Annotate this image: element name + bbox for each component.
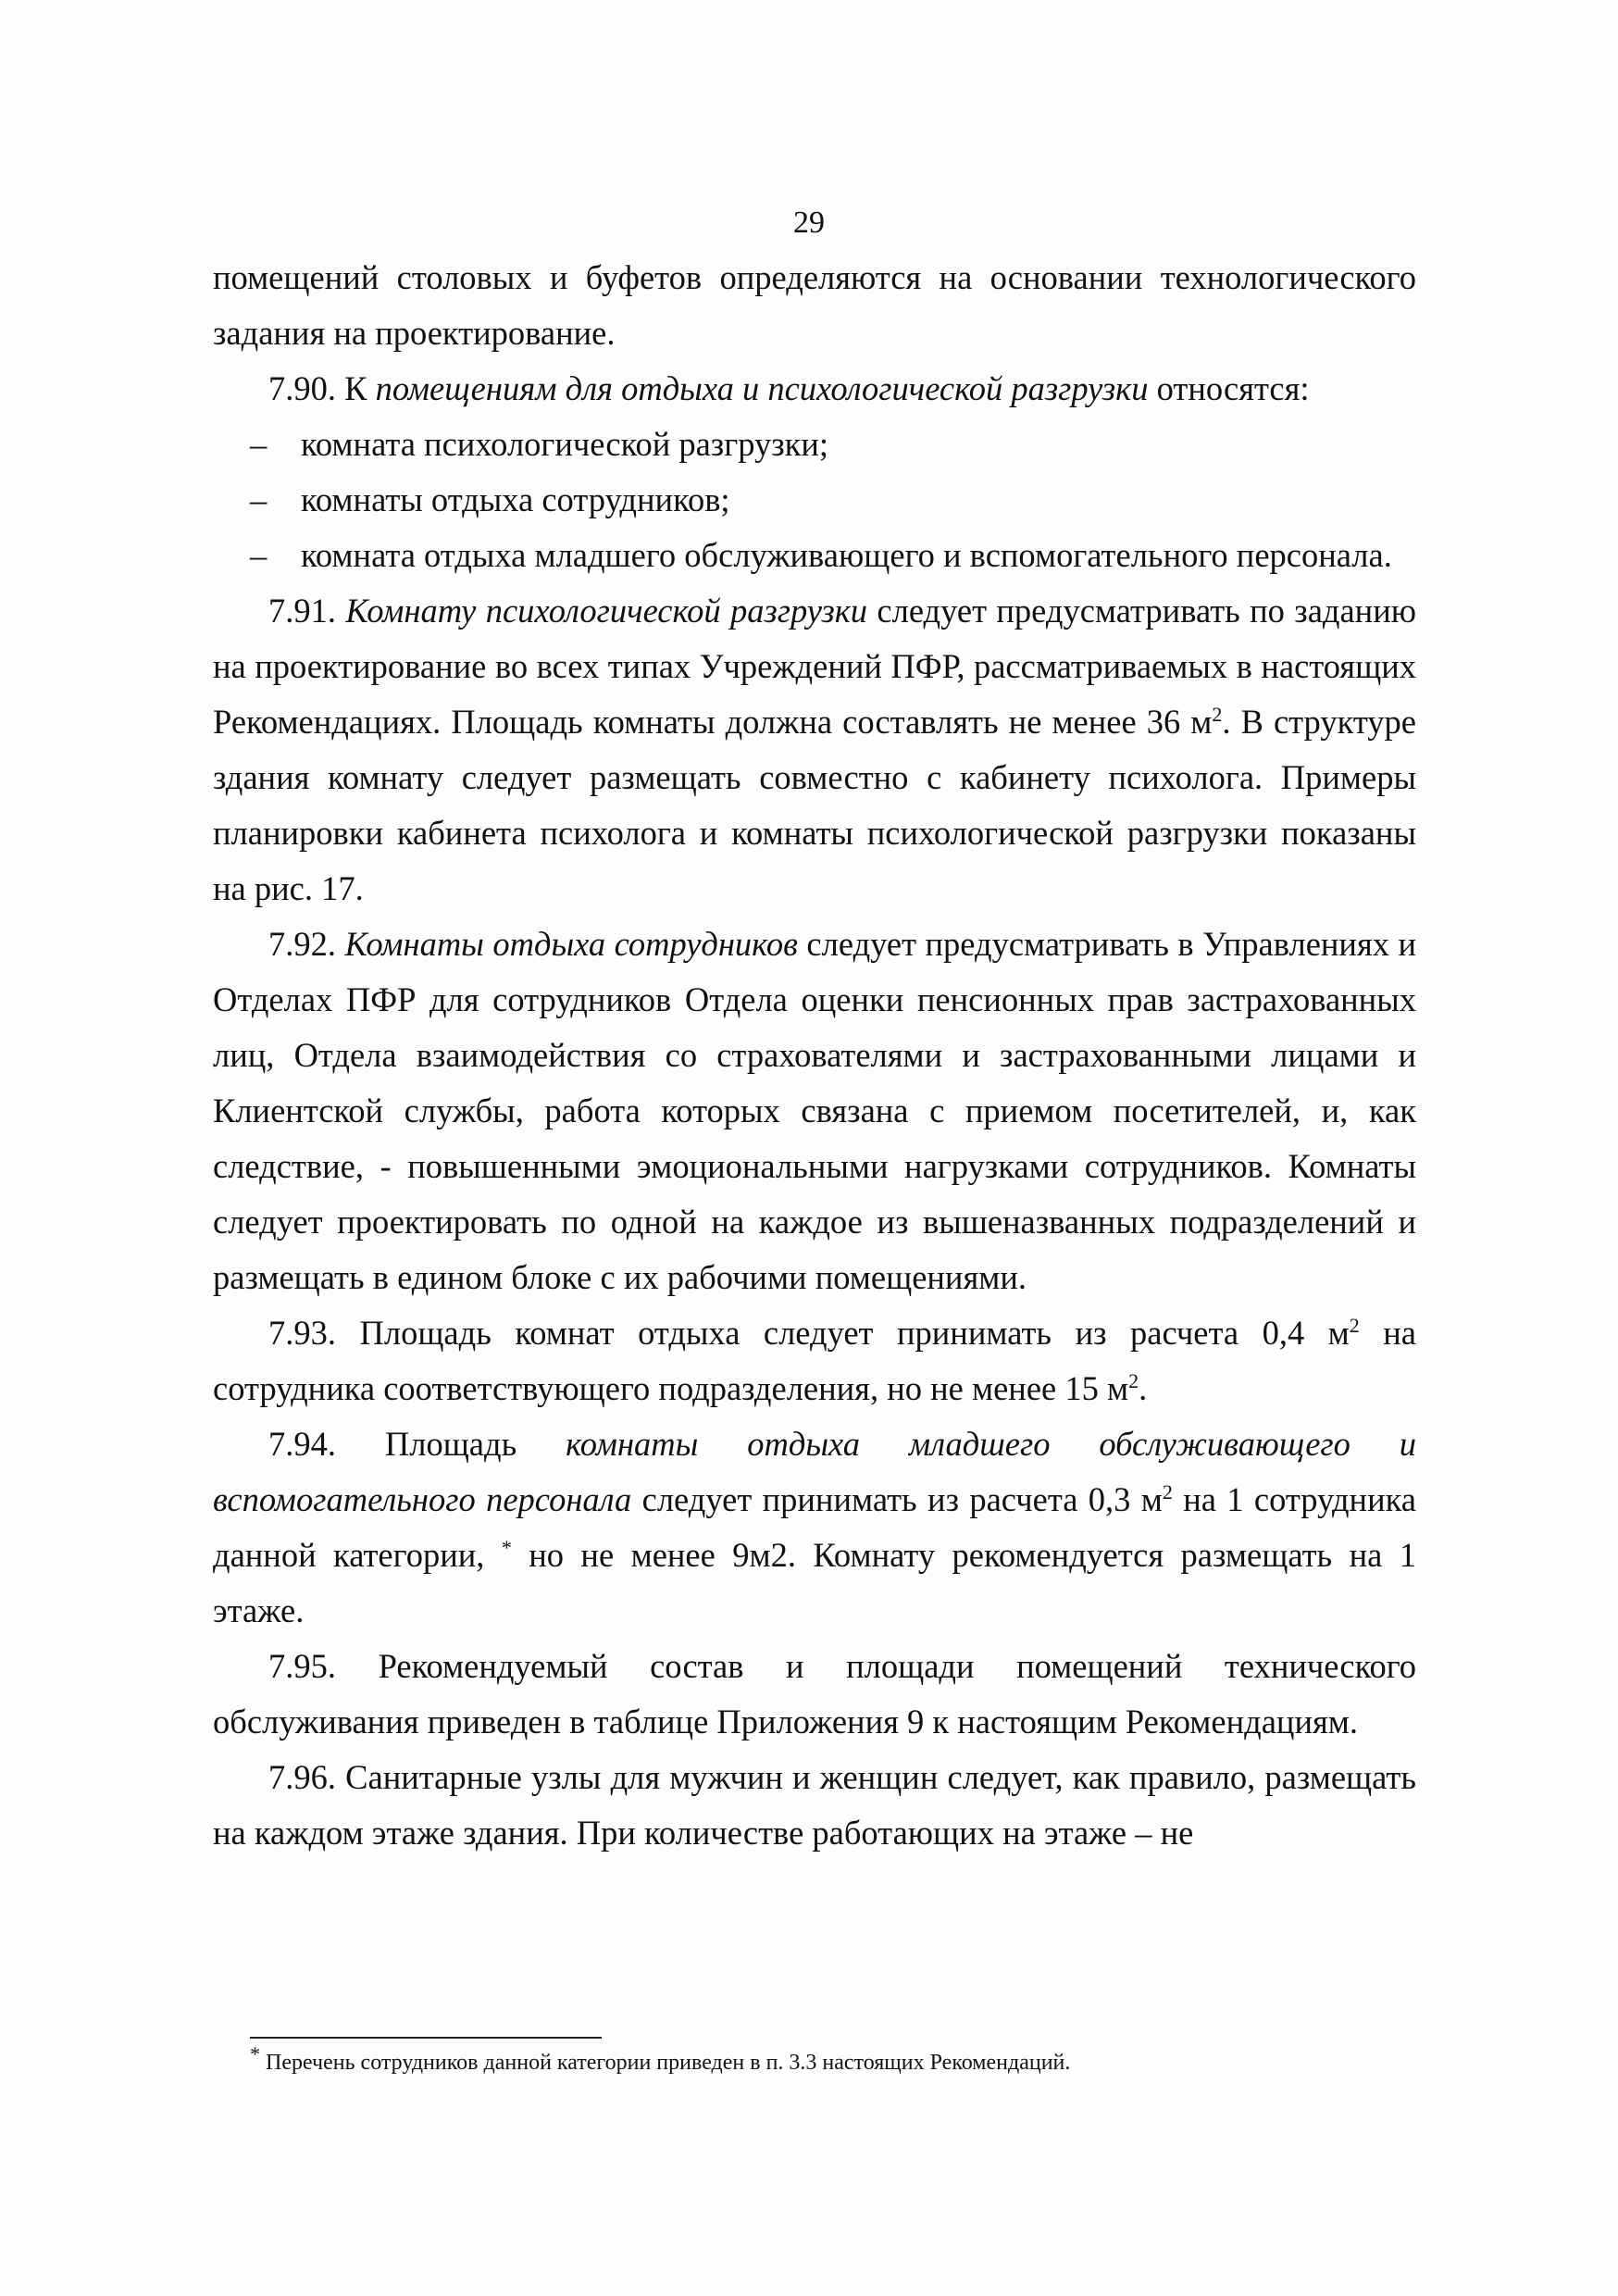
body-text	[213, 250, 1416, 1861]
paragraph-7-90	[213, 361, 1416, 417]
paragraph-7-93	[213, 1305, 1416, 1416]
list-dash: –	[250, 425, 268, 463]
list-item-text: комнаты отдыха сотрудников;	[301, 480, 730, 518]
list-item-text: комната отдыха младшего обслуживающего и вспомогательного персонала.	[301, 536, 1392, 574]
paragraph-7-94	[213, 1416, 1416, 1639]
clause-text: следует принимать из расчета 0,3 м	[631, 1480, 1163, 1518]
list-item	[213, 528, 1416, 583]
clause-text: Санитарные узлы для мужчин и женщин следует, как правило, размещать на каждом этаже здания. При количестве работающих на этаже – не	[213, 1758, 1417, 1852]
footnote-text: Перечень сотрудников данной категории приведен в п. 3.3 настоящих Рекомендаций.	[266, 2051, 1071, 2075]
clause-number: 7.96.	[268, 1758, 336, 1796]
superscript: 2	[1212, 702, 1223, 726]
footnote-marker: *	[501, 1535, 512, 1559]
clause-text: на сотрудника соответствующего подразделения, но не менее 15 м	[213, 1314, 1417, 1407]
clause-number: 7.95.	[268, 1647, 336, 1685]
page-number: 29	[793, 206, 825, 240]
clause-text-pre: Площадь	[384, 1425, 566, 1463]
clause-text: Рекомендуемый состав и площади помещений технического обслуживания приведен в таблице Приложения 9 к настоящим Рекомендациям.	[213, 1647, 1417, 1741]
footnote-divider	[250, 2037, 602, 2039]
clause-number: 7.94.	[268, 1425, 336, 1463]
clause-number: 7.93.	[268, 1314, 336, 1352]
list-dash: –	[250, 480, 268, 518]
superscript: 2	[1128, 1368, 1139, 1392]
footnote-marker: *	[250, 2042, 260, 2065]
clause-text: . В структуре здания комнату следует размещать совместно с кабинету психолога. Примеры планировки кабинета психолога и комнаты психологической разгрузки показаны на рис. 17.	[213, 703, 1416, 907]
clause-number: 7.91.	[268, 592, 336, 630]
paragraph-7-91	[213, 583, 1416, 917]
clause-number: 7.90.	[268, 369, 336, 407]
clause-text: Площадь комнат отдыха следует принимать из расчета 0,4 м	[359, 1314, 1350, 1352]
paragraph-7-95	[213, 1639, 1416, 1750]
superscript: 2	[1349, 1313, 1360, 1337]
paragraph-7-92	[213, 917, 1416, 1305]
clause-text: на 1 сотрудника данной категории,	[213, 1480, 1416, 1574]
paragraph-7-96	[213, 1750, 1416, 1861]
list-item	[213, 417, 1416, 472]
clause-emphasis: помещениям для отдыха и психологической разгрузки	[375, 369, 1149, 407]
clause-text: следует предусматривать в Управлениях и Отделах ПФР для сотрудников Отдела оценки пенсионных прав застрахованных лиц, Отдела взаимодействия со страхователями и застрахованными лицами и Клиентской службы, работа которых связана с приемом посетителей, и, как следствие, - повышенными эмоциональными нагрузками сотрудников. Комнаты следует проектировать по одной на каждое из вышеназванных подразделений и размещать в едином блоке с их рабочими помещениями.	[213, 925, 1416, 1296]
clause-emphasis: Комнату психологической разгрузки	[345, 592, 868, 630]
list-item-text: комната психологической разгрузки;	[301, 425, 829, 463]
clause-text-post: относятся:	[1148, 369, 1310, 407]
footnote	[250, 2042, 1416, 2078]
clause-text: .	[1139, 1369, 1148, 1407]
list-item	[213, 472, 1416, 528]
list-dash: –	[250, 536, 268, 574]
clause-emphasis: Комнаты отдыха сотрудников	[344, 925, 798, 963]
superscript: 2	[1162, 1479, 1173, 1504]
paragraph-continuation: помещений столовых и буфетов определяются на основании технологического задания на проектирование.	[213, 258, 1416, 352]
clause-text-pre: К	[344, 369, 376, 407]
clause-emphasis: комнаты отдыха младшего обслуживающего и вспомогательного персонала	[213, 1425, 1417, 1518]
clause-text: но не менее 9м2. Комнату рекомендуется размещать на 1 этаже.	[213, 1536, 1416, 1629]
clause-text: следует предусматривать по заданию на проектирование во всех типах Учреждений ПФР, рассматриваемых в настоящих Рекомендациях. Площадь комнаты должна составлять не менее 36 м	[213, 592, 1417, 741]
clause-number: 7.92.	[268, 925, 336, 963]
